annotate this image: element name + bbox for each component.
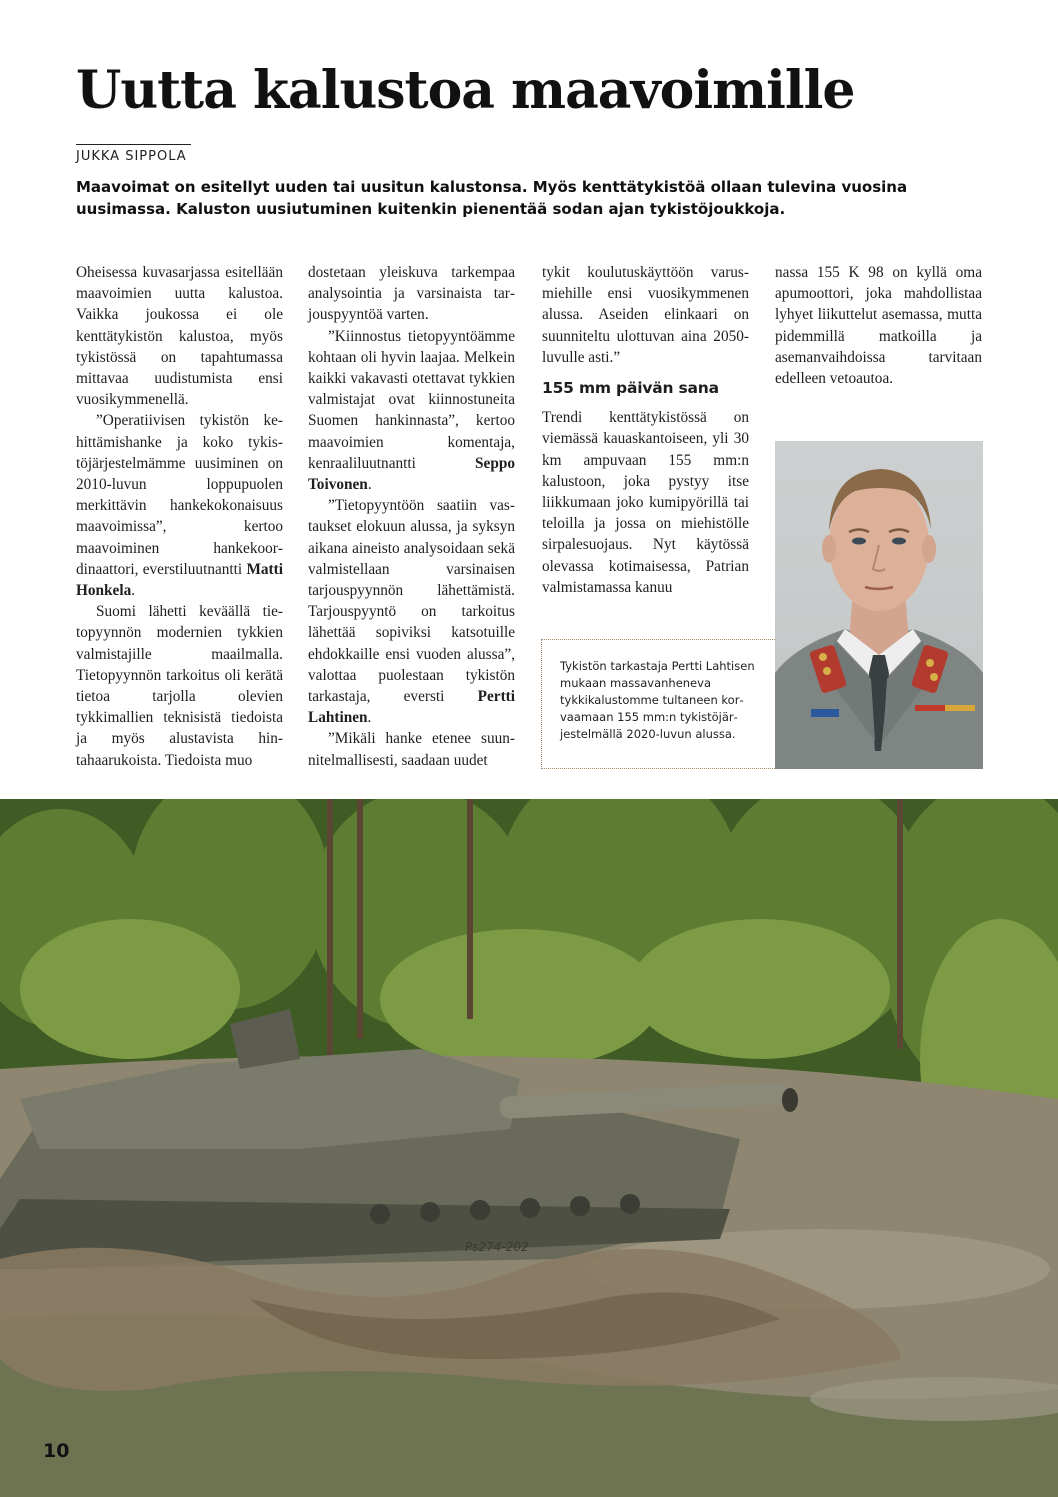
portrait-photo bbox=[775, 441, 983, 769]
byline-rule bbox=[76, 144, 191, 145]
subheading: 155 mm päivän sana bbox=[542, 379, 719, 398]
person-name: Pertti Lahtinen bbox=[308, 688, 516, 727]
paragraph: nassa 155 K 98 on kyllä oma apumoottori, joka mahdollistaa lyhyet liikuttelut asemassa, mutta pidemmillä matkoilla ja asemanvaihdoissa tarvitaan edelleen vetoautoa. bbox=[775, 264, 982, 388]
paragraph: tykit koulutuskäyttöön varusmiehille ensi vuosikymmenen alussa. Aseiden elinkaari on suunniteltu ulottuvan aina 2050-luvulle asti.” bbox=[542, 264, 749, 366]
lead-paragraph: Maavoimat on esitellyt uuden tai uusitun kalustonsa. Myös kenttätykistöä ollaan tulevina vuosina uusimassa. Kaluston uusiutuminen kuitenkin pienentää sodan ajan tykistöjoukkoja. bbox=[76, 178, 908, 218]
text-column-4 bbox=[775, 262, 982, 389]
text-column-1 bbox=[76, 262, 283, 771]
text-column-3 bbox=[542, 262, 749, 598]
text-column-2 bbox=[308, 262, 515, 771]
person-name: Matti Honkela bbox=[76, 560, 283, 600]
paragraph: Oheisessa kuvasarjassa esitellään maavoimien uutta kalustoa. Vaikka joukossa ei ole kenttätykistön kalustoa, myös tykistössä on tapahtumassa mittavaa uudistumista ensi vuosikymmenellä. bbox=[76, 264, 283, 409]
photo-caption: Tykistön tarkastaja Pertti Lahtisen mukaan massavanheneva tykkikalustomme tultaneen korvaamaan 155 mm:n tykistöjärjestelmällä 2020-luvun alussa. bbox=[560, 659, 755, 741]
page-number: 10 bbox=[43, 1440, 70, 1462]
tank-photo bbox=[0, 799, 1058, 1497]
photo-caption-box bbox=[541, 639, 775, 769]
person-name: Seppo Toivonen bbox=[308, 454, 515, 494]
article-title: Uutta kalustoa maavoimille bbox=[76, 60, 855, 121]
byline: JUKKA SIPPOLA bbox=[76, 149, 187, 164]
paragraph: ”Kiinnostus tietopyyntöämme kohtaan oli hyvin laajaa. Melkein kaikki vakavasti otettavat tykkien valmistajat ovat kiinnostuneita Suomen hankinnasta”, kertoo maavoimien komentaja, kenraaliluutnantti Seppo Toivonen. bbox=[308, 327, 515, 494]
tank-marking: Ps274-202 bbox=[465, 1240, 529, 1254]
paragraph: Suomi lähetti keväällä tietopyynnön modernien tykkien valmistajille maailmalla. Tietopyynnön tarkoitus oli kerätä tietoa tarjolla olevien tykkimallien teknisistä tiedoista ja myös alustavista hintahaarukoista. Tiedoista muo bbox=[76, 603, 283, 769]
paragraph: ”Operatiivisen tykistön kehittämishanke ja koko tykistöjärjestelmämme uusiminen on 2010-luvun loppupuolen merkittävin hankekokonaisuus maavoimissa”, kertoo maavoiminen hankekoordinaattori, everstiluutnantti Matti Honkela. bbox=[76, 412, 283, 600]
paragraph: ”Mikäli hanke etenee suunnitelmallisesti, saadaan uudet bbox=[308, 730, 515, 769]
paragraph: dostetaan yleiskuva tarkempaa analysointia ja varsinaista tarjouspyyntöä varten. bbox=[308, 264, 515, 324]
paragraph: Trendi kenttätykistössä on viemässä kauaskantoiseen, yli 30 km ampuvaan 155 mm:n kalustoon, joka pystyy itse liikkumaan joko kumipyörillä tai teloilla ja jossa on miehistölle sirpalesuojaus. Nyt käytössä olevassa kotimaisessa, Patrian valmistamassa kanuu bbox=[542, 409, 749, 596]
paragraph: ”Tietopyyntöön saatiin vastaukset elokuun alussa, ja syksyn aikana aineisto analysoidaan sekä valmistellaan varsinaisen tarjouspyynnön lähettämistä. Tarjouspyyntö on tarkoitus lähettää sopiviksi katsotuille ehdokkaille ensi vuoden alussa”, valottaa puolestaan tykistön tarkastaja, eversti Pertti Lahtinen. bbox=[308, 497, 516, 727]
